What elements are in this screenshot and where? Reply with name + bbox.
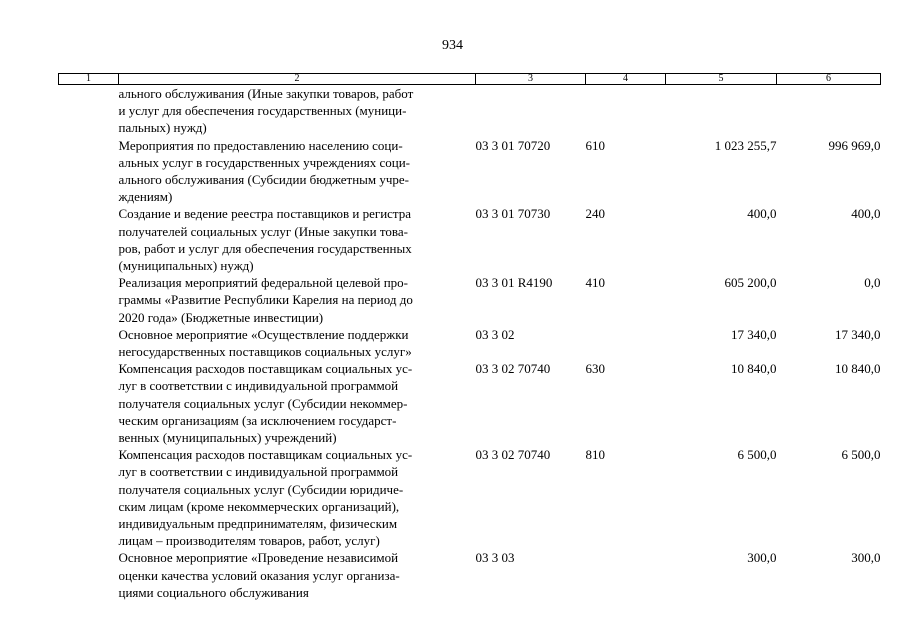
expense-type-cell: 630 xyxy=(585,361,605,377)
table-row xyxy=(59,446,881,549)
description-line: луг в соответствии с индивидуальной программой xyxy=(118,378,399,394)
code-cell: 03 3 02 70740 xyxy=(475,447,551,463)
table-row xyxy=(59,274,881,326)
header-col-2: 2 xyxy=(119,74,476,85)
description-line: лицам – производителям товаров, работ, услуг) xyxy=(118,533,380,549)
code-cell: 03 3 01 70730 xyxy=(475,206,551,222)
description-line: оценки качества условий оказания услуг организа- xyxy=(118,567,400,583)
amount-cell-year-1: 300,0 xyxy=(747,550,777,566)
description-line: (муниципальных) нужд) xyxy=(118,258,254,274)
description-cell xyxy=(119,274,476,326)
table-row xyxy=(59,205,881,274)
description-line: и услуг для обеспечения государственных (муници- xyxy=(118,103,407,119)
row-number-cell xyxy=(59,549,119,601)
amount-cell-year-2: 996 969,0 xyxy=(828,137,881,153)
description-line: Основное мероприятие «Проведение независимой xyxy=(118,550,399,566)
amount-cell-year-1: 6 500,0 xyxy=(737,447,777,463)
amount-cell-year-2: 300,0 xyxy=(851,550,881,566)
row-number-cell xyxy=(59,446,119,549)
description-line: ским лицам (кроме некоммерческих организаций), xyxy=(118,498,400,514)
description-line: ального обслуживания (Субсидии бюджетным учре- xyxy=(118,172,410,188)
amount-cell-year-2: 10 840,0 xyxy=(835,361,881,377)
amount-cell-year-1: 400,0 xyxy=(747,206,777,222)
table-row xyxy=(59,549,881,601)
code-cell: 03 3 01 70720 xyxy=(475,137,551,153)
expense-type-cell: 610 xyxy=(585,137,605,153)
expense-type-cell xyxy=(586,326,666,360)
table-row xyxy=(59,137,881,206)
code-cell: 03 3 03 xyxy=(475,550,515,566)
description-line: ждениям) xyxy=(118,189,173,205)
expense-type-cell xyxy=(586,85,666,137)
amount-cell-year-1: 605 200,0 xyxy=(724,275,777,291)
code-cell: 03 3 02 70740 xyxy=(475,361,551,377)
description-cell xyxy=(119,360,476,446)
description-line: Реализация мероприятий федеральной целевой про- xyxy=(118,275,408,291)
row-number-cell xyxy=(59,205,119,274)
description-line: Компенсация расходов поставщикам социальных ус- xyxy=(118,361,413,377)
amount-cell-year-1: 17 340,0 xyxy=(731,326,777,342)
header-col-4: 4 xyxy=(586,74,666,85)
header-col-1: 1 xyxy=(59,74,119,85)
header-col-5: 5 xyxy=(666,74,777,85)
description-line: 2020 года» (Бюджетные инвестиции) xyxy=(118,309,324,325)
expense-type-cell xyxy=(586,549,666,601)
description-cell xyxy=(119,326,476,360)
table-row xyxy=(59,326,881,360)
amount-cell-year-2: 17 340,0 xyxy=(835,326,881,342)
row-number-cell xyxy=(59,360,119,446)
row-number-cell xyxy=(59,85,119,137)
table-header xyxy=(59,74,881,85)
description-cell xyxy=(119,446,476,549)
description-cell xyxy=(119,205,476,274)
table-row xyxy=(59,360,881,446)
description-line: получателей социальных услуг (Иные закупки това- xyxy=(118,223,408,239)
description-line: ров, работ и услуг для обеспечения государственных xyxy=(118,240,412,256)
expense-type-cell: 240 xyxy=(585,206,605,222)
page-number: 934 xyxy=(442,38,463,53)
description-line: ческим организациям (за исключением государст- xyxy=(118,412,397,428)
amount-cell-year-1 xyxy=(666,85,777,137)
description-line: венных (муниципальных) учреждений) xyxy=(118,430,337,446)
description-line: Основное мероприятие «Осуществление поддержки xyxy=(118,326,409,342)
header-col-3: 3 xyxy=(476,74,586,85)
code-cell xyxy=(476,85,586,137)
description-line: Создание и ведение реестра поставщиков и регистра xyxy=(118,206,412,222)
description-line: граммы «Развитие Республики Карелия на период до xyxy=(118,292,413,308)
description-line: пальных) нужд) xyxy=(118,120,207,136)
expense-type-cell: 410 xyxy=(585,275,605,291)
description-line: Мероприятия по предоставлению населению соци- xyxy=(118,137,403,153)
row-number-cell xyxy=(59,137,119,206)
row-number-cell xyxy=(59,326,119,360)
description-cell xyxy=(119,85,476,137)
description-line: луг в соответствии с индивидуальной программой xyxy=(118,464,399,480)
table-body xyxy=(59,85,881,602)
row-number-cell xyxy=(59,274,119,326)
description-line: получателя социальных услуг (Субсидии юридиче- xyxy=(118,481,404,497)
description-cell xyxy=(119,549,476,601)
header-row xyxy=(59,74,881,85)
amount-cell-year-2: 0,0 xyxy=(864,275,881,291)
description-line: получателя социальных услуг (Субсидии некоммер- xyxy=(118,395,408,411)
amount-cell-year-1: 1 023 255,7 xyxy=(714,137,777,153)
amount-cell-year-2 xyxy=(777,85,881,137)
table-row xyxy=(59,85,881,137)
description-line: ального обслуживания (Иные закупки товаров, работ xyxy=(118,86,414,101)
budget-table xyxy=(58,73,881,601)
description-cell xyxy=(119,137,476,206)
header-col-6: 6 xyxy=(777,74,881,85)
description-line: негосударственных поставщиков социальных услуг» xyxy=(118,344,412,360)
description-line: альных услуг в государственных учреждениях соци- xyxy=(118,154,410,170)
expense-type-cell: 810 xyxy=(585,447,605,463)
amount-cell-year-1: 10 840,0 xyxy=(731,361,777,377)
description-line: циями социального обслуживания xyxy=(118,584,309,600)
description-line: Компенсация расходов поставщикам социальных ус- xyxy=(118,447,413,463)
code-cell: 03 3 01 R4190 xyxy=(475,275,553,291)
amount-cell-year-2: 400,0 xyxy=(851,206,881,222)
amount-cell-year-2: 6 500,0 xyxy=(841,447,881,463)
description-line: индивидуальным предпринимателям, физическим xyxy=(118,516,398,532)
code-cell: 03 3 02 xyxy=(475,326,515,342)
